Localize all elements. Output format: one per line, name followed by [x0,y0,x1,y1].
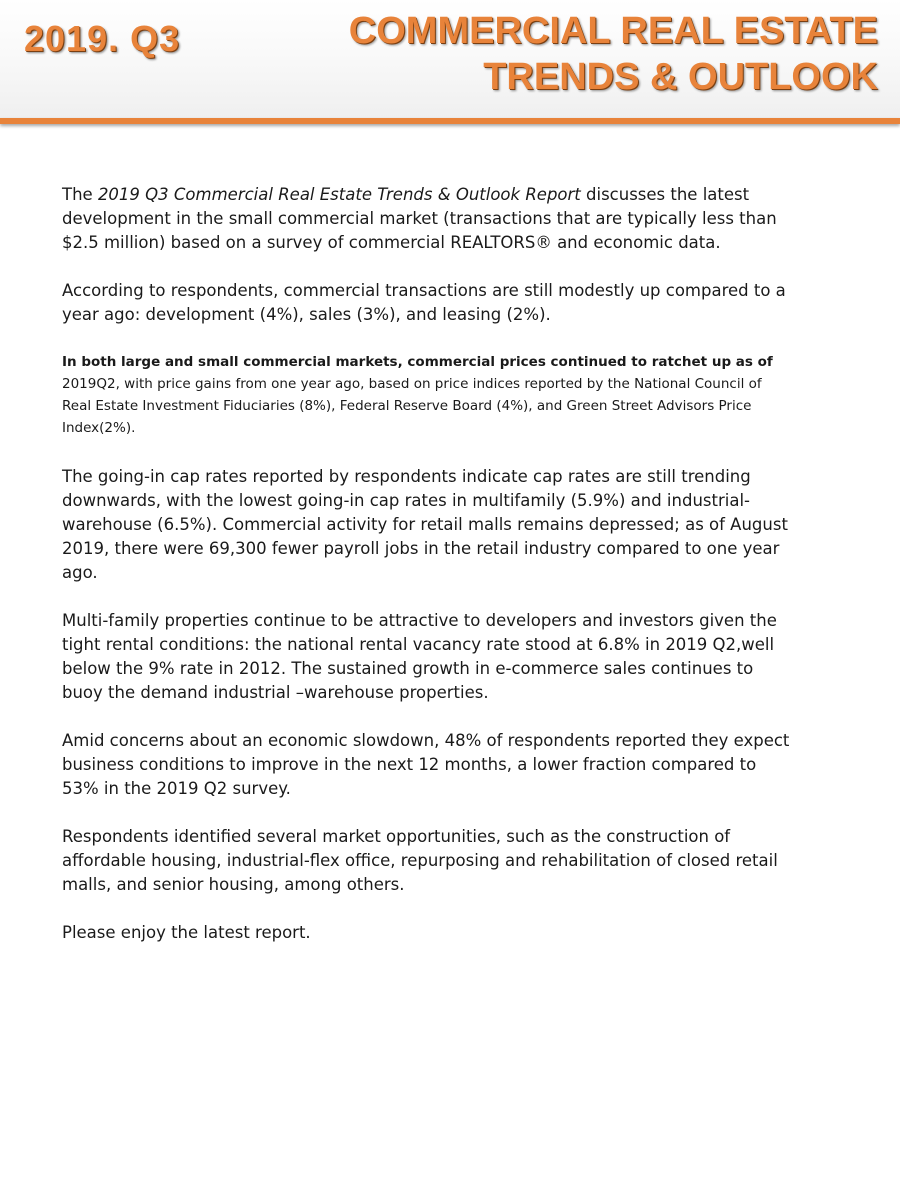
prices-paragraph [62,351,792,439]
intro-lead: The [62,185,98,204]
intro-paragraph [62,183,792,255]
report-header [0,0,900,118]
report-name: 2019 Q3 Commercial Real Estate Trends & Outlook Report [97,185,581,204]
intro-rest: discusses the latest development in the small commercial market (transactions that are typically less than $2.5 million) based on a survey of commercial REALTORS® and economic data. [62,185,777,252]
report-title-line-1: COMMERCIAL REAL ESTATE [348,10,878,52]
report-title-line-2: TRENDS & OUTLOOK [483,56,878,98]
prices-rest-text: 2019Q2, with price gains from one year ago, based on price indices reported by the National Council of Real Estate Investment Fiduciaries (8%), Federal Reserve Board (4%), and Green Street Advisors Price Index(2%). [62,376,762,436]
outlook-paragraph: Amid concerns about an economic slowdown, 48% of respondents reported they expect business conditions to improve in the next 12 months, a lower fraction compared to 53% in the 2019 Q2 survey. [62,731,790,798]
closing-paragraph: Please enjoy the latest report. [62,923,311,942]
prices-bold-text: In both large and small commercial markets, commercial prices continued to ratchet up as of [62,354,773,370]
report-quarter: 2019. Q3 [24,18,181,59]
header-divider [0,118,900,124]
cap-rates-paragraph: The going-in cap rates reported by respondents indicate cap rates are still trending downwards, with the lowest going-in cap rates in multifamily (5.9%) and industrial-warehouse (6.5%). Commercial activity for retail malls remains depressed; as of August 2019, there were 69,300 fewer payroll jobs in the retail industry compared to one year ago. [62,467,788,582]
report-body [62,183,792,969]
transactions-paragraph: According to respondents, commercial transactions are still modestly up compared to a year ago: development (4%), sales (3%), and leasing (2%). [62,281,786,324]
report-title [349,8,878,100]
multifamily-paragraph: Multi-family properties continue to be attractive to developers and investors given the tight rental conditions: the national rental vacancy rate stood at 6.8% in 2019 Q2,well below the 9% rate in 2012. The sustained growth in e-commerce sales continues to buoy the demand industrial –warehouse properties. [62,611,777,702]
opportunities-paragraph: Respondents identified several market opportunities, such as the construction of affordable housing, industrial-flex office, repurposing and rehabilitation of closed retail malls, and senior housing, among others. [62,827,778,894]
